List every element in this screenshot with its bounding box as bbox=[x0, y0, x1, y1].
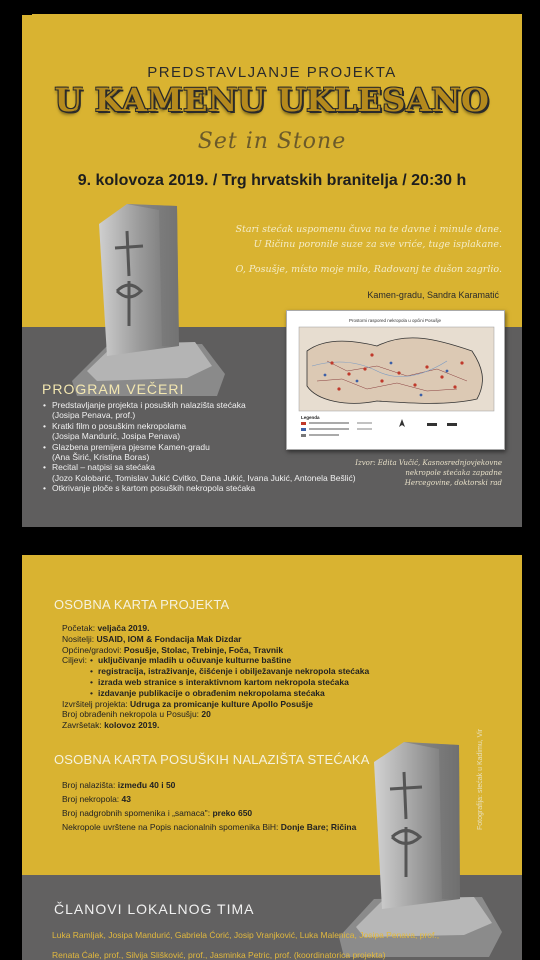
program-item-title: Recital – natpisi sa stećaka bbox=[52, 462, 155, 473]
monuments-value: preko 650 bbox=[212, 808, 253, 818]
sites-value: između 40 i 50 bbox=[117, 780, 176, 790]
poem-verse bbox=[212, 222, 502, 277]
executor-value: Udruga za promicanje kulture Apollo Posušje bbox=[130, 698, 313, 709]
goal-item bbox=[90, 688, 502, 699]
project-info-sheet bbox=[22, 555, 522, 960]
monuments-label: Broj nadgrobnih spomenika i „samaca": bbox=[62, 808, 211, 818]
start-value: veljača 2019. bbox=[97, 623, 150, 633]
carriers-row bbox=[62, 634, 502, 645]
sites-card-heading: OSOBNA KARTA POSUŠKIH NALAZIŠTA STEĆAKA bbox=[54, 752, 370, 767]
program-item-title: Otkrivanje ploče s kartom posuških nekropola stećaka bbox=[52, 483, 256, 494]
program-item-performers: (Josipa Penava, prof.) bbox=[52, 410, 136, 421]
start-row bbox=[62, 623, 502, 634]
stecak-image bbox=[67, 196, 227, 396]
program-item-title: Predstavljanje projekta i posuških nalazišta stećaka bbox=[52, 400, 246, 410]
necro-value: 43 bbox=[121, 794, 132, 804]
program-list bbox=[42, 400, 372, 494]
verse-line-1: Stari stećak uspomenu čuva na te davne i minule dane. bbox=[235, 224, 502, 235]
program-item-title: Glazbena premijera pjesme Kamen-gradu bbox=[52, 441, 210, 452]
goals-label: Ciljevi: bbox=[62, 655, 88, 666]
poster-english-title: Set in Stone bbox=[197, 129, 347, 154]
goal-text: registracija, istraživanje, čišćenje i obilježavanje nekropola stećaka bbox=[98, 666, 370, 677]
program-item bbox=[42, 400, 372, 421]
map-source bbox=[352, 458, 502, 488]
goal-text: uključivanje mladih u očuvanje kulturne baštine bbox=[98, 655, 292, 666]
cities-label: Općine/gradovi: bbox=[62, 644, 122, 655]
poster-title: U KAMENU UKLESANO bbox=[54, 81, 490, 119]
team-members-line-1: Luka Ramljak, Josipa Mandurić, Gabriela Ćorić, Josip Vranjković, Luka Malenica, Josipa Penava, prof., bbox=[52, 930, 440, 940]
program-item bbox=[42, 483, 372, 493]
program-item bbox=[42, 462, 372, 483]
cities-row bbox=[62, 645, 502, 656]
verse-credit: Kamen-gradu, Sandra Karamatić bbox=[367, 290, 499, 300]
count-row bbox=[62, 709, 502, 720]
program-title: PROGRAM VEČERI bbox=[42, 381, 185, 397]
end-value: kolovoz 2019. bbox=[104, 720, 160, 731]
verse-line-2: U Ričinu poronile suze za sve vriće, tuge isplakane. bbox=[253, 239, 502, 250]
goal-item bbox=[90, 666, 502, 677]
end-label: Završetak: bbox=[62, 720, 102, 731]
event-poster bbox=[22, 14, 522, 527]
goals-list bbox=[90, 655, 502, 698]
program-item-title: Kratki film o posuškim nekropolama bbox=[52, 420, 187, 431]
national-label: Nekropole uvrštene na Popis nacionalnih spomenika BiH: bbox=[62, 822, 279, 832]
map-legend: Legenda bbox=[301, 415, 320, 420]
sites-label: Broj nalazišta: bbox=[62, 780, 116, 790]
program-item-performers: (Jozo Kolobarić, Tomislav Jukić Cvitko, Dana Jukić, Ivana Jukić, Antonela Bešlić) bbox=[52, 472, 356, 483]
poster-subtitle: PREDSTAVLJANJE PROJEKTA bbox=[147, 64, 397, 81]
program-item-performers: (Josipa Mandurić, Josipa Penava) bbox=[52, 431, 181, 442]
national-value: Donje Bare; Ričina bbox=[280, 822, 357, 832]
photo-credit: Fotografija: stećak u Kadimu, Vir bbox=[477, 728, 484, 830]
carriers-label: Nositelji: bbox=[62, 633, 95, 644]
program-item-performers: (Ana Širić, Kristina Boras) bbox=[52, 452, 150, 463]
goal-item bbox=[90, 677, 502, 688]
map-title: Prostorni raspored nekropola u općini Posušje bbox=[348, 318, 442, 323]
map-source-line: Izvor: Edita Vučić, Kasnosrednjovjekovne bbox=[355, 459, 502, 467]
project-card bbox=[62, 623, 502, 731]
executor-label: Izvršitelj projekta: bbox=[62, 698, 128, 709]
end-row bbox=[62, 720, 502, 731]
goals-row bbox=[62, 655, 502, 698]
cities-value: Posušje, Stolac, Trebinje, Foča, Travnik bbox=[123, 644, 284, 655]
necro-label: Broj nekropola: bbox=[62, 794, 120, 804]
program-item bbox=[42, 442, 372, 463]
start-label: Početak: bbox=[62, 623, 96, 633]
count-label: Broj obrađenih nekropola u Posušju: bbox=[62, 709, 200, 720]
map-source-line: Hercegovine, doktorski rad bbox=[404, 479, 502, 487]
verse-line-3: O, Posušje, místo moje milo, Radovanj te dušon zagrlio. bbox=[235, 264, 502, 275]
goal-text: izrada web stranice s interaktivnom kartom nekropola stećaka bbox=[98, 676, 349, 687]
executor-row bbox=[62, 699, 502, 710]
count-value: 20 bbox=[201, 709, 211, 720]
goal-item bbox=[90, 655, 502, 666]
goal-text: izdavanje publikacije o obrađenim nekropolama stećaka bbox=[98, 687, 325, 698]
map-source-line: nekropole stećaka zapadne bbox=[405, 469, 502, 477]
carriers-value: USAID, IOM & Fondacija Mak Dizdar bbox=[96, 633, 242, 644]
program-item bbox=[42, 421, 372, 442]
team-title: ČLANOVI LOKALNOG TIMA bbox=[54, 901, 255, 917]
project-card-heading: OSOBNA KARTA PROJEKTA bbox=[54, 597, 230, 612]
event-dateline: 9. kolovoza 2019. / Trg hrvatskih branitelja / 20:30 h bbox=[77, 172, 467, 189]
team-members-line-2: Renata Ćale, prof., Silvija Slišković, prof., Jasminka Petric, prof. (koordinatorica projekta) bbox=[52, 950, 386, 960]
